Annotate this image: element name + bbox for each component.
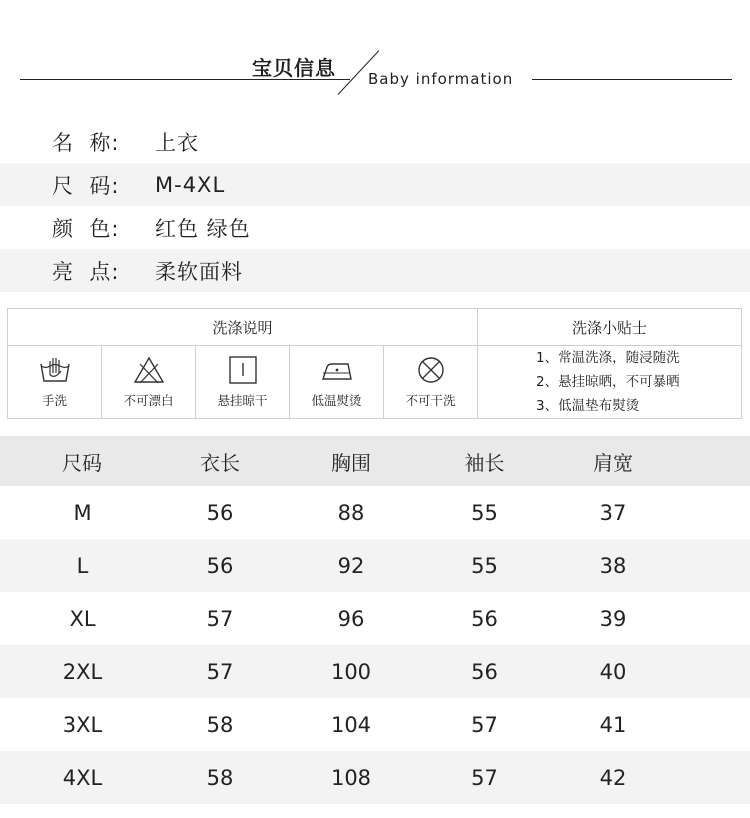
care-item-no-dry-clean <box>384 346 477 418</box>
table-cell: 104 <box>330 712 372 737</box>
info-label: 亮 点: <box>52 259 120 284</box>
wash-icons <box>8 346 477 418</box>
care-item-hang-dry <box>196 346 290 418</box>
table-row <box>0 486 750 539</box>
info-label: 颜 色: <box>52 216 120 241</box>
table-cell: 40 <box>599 659 627 684</box>
info-value: 上衣 <box>155 130 199 155</box>
table-cell: L <box>76 553 89 578</box>
table-cell: 38 <box>599 553 627 578</box>
wash-tips <box>478 309 741 418</box>
header-divider-right <box>532 79 732 80</box>
table-row <box>0 645 750 698</box>
care-box <box>7 308 742 419</box>
header-cell: 袖长 <box>464 450 505 475</box>
hand-wash-icon <box>38 355 72 385</box>
care-item-low-iron <box>290 346 384 418</box>
table-row <box>0 751 750 804</box>
header-subtitle: Baby information <box>368 70 514 88</box>
header-cell: 肩宽 <box>593 450 633 475</box>
table-cell: 57 <box>471 765 498 790</box>
table-cell: 39 <box>599 606 627 631</box>
table-cell: M <box>73 500 92 525</box>
table-cell: 4XL <box>62 765 103 790</box>
size-table-header <box>0 436 750 486</box>
table-cell: 57 <box>206 659 234 684</box>
tips-list <box>478 346 741 418</box>
table-cell: 55 <box>471 500 498 525</box>
care-label: 低温熨烫 <box>311 393 362 408</box>
low-iron-icon <box>320 355 354 385</box>
info-value: 柔软面料 <box>155 259 243 284</box>
table-cell: 56 <box>206 553 234 578</box>
table-cell: 37 <box>599 500 627 525</box>
table-row <box>0 592 750 645</box>
info-row-name <box>0 120 750 163</box>
tip-item: 3、低温垫布熨烫 <box>536 398 640 414</box>
product-info <box>0 120 750 292</box>
info-value: M-4XL <box>155 172 226 197</box>
info-row-size <box>0 163 750 206</box>
table-cell: XL <box>69 606 96 631</box>
care-label: 手洗 <box>41 393 67 408</box>
info-label: 尺 码: <box>52 173 120 198</box>
tip-item: 1、常温洗涤，随浸随洗 <box>536 350 680 366</box>
table-row <box>0 539 750 592</box>
table-cell: 88 <box>337 500 365 525</box>
care-label: 不可漂白 <box>123 393 174 408</box>
table-cell: 57 <box>206 606 234 631</box>
no-dry-clean-icon <box>414 355 448 385</box>
table-cell: 56 <box>471 659 498 684</box>
table-cell: 56 <box>206 500 234 525</box>
info-value: 红色 绿色 <box>155 216 251 241</box>
care-item-hand-wash <box>8 346 102 418</box>
info-row-color <box>0 206 750 249</box>
header-cell: 衣长 <box>200 450 240 475</box>
header-cell: 胸围 <box>331 450 371 475</box>
header-cell: 尺码 <box>62 450 102 475</box>
header-title: 宝贝信息 <box>252 56 336 80</box>
no-bleach-icon <box>132 355 166 385</box>
info-row-highlight <box>0 249 750 292</box>
section-header <box>0 0 750 110</box>
wash-instructions <box>8 309 478 418</box>
wash-title: 洗涤说明 <box>8 309 477 346</box>
table-cell: 41 <box>599 712 627 737</box>
info-label: 名 称: <box>52 130 120 155</box>
care-label: 不可干洗 <box>405 393 456 408</box>
table-cell: 58 <box>206 712 234 737</box>
hang-dry-icon <box>226 355 260 385</box>
tip-item: 2、悬挂晾晒，不可暴晒 <box>536 374 680 390</box>
care-item-no-bleach <box>102 346 196 418</box>
table-cell: 56 <box>471 606 498 631</box>
table-cell: 96 <box>337 606 365 631</box>
table-cell: 3XL <box>62 712 103 737</box>
table-row <box>0 698 750 751</box>
table-cell: 2XL <box>62 659 103 684</box>
tips-title: 洗涤小贴士 <box>478 309 741 346</box>
table-cell: 100 <box>330 659 372 684</box>
care-label: 悬挂晾干 <box>217 393 268 408</box>
table-cell: 108 <box>330 765 372 790</box>
table-cell: 58 <box>206 765 234 790</box>
table-cell: 42 <box>599 765 627 790</box>
table-cell: 57 <box>471 712 498 737</box>
table-cell: 92 <box>337 553 365 578</box>
table-cell: 55 <box>471 553 498 578</box>
size-table <box>0 436 750 804</box>
